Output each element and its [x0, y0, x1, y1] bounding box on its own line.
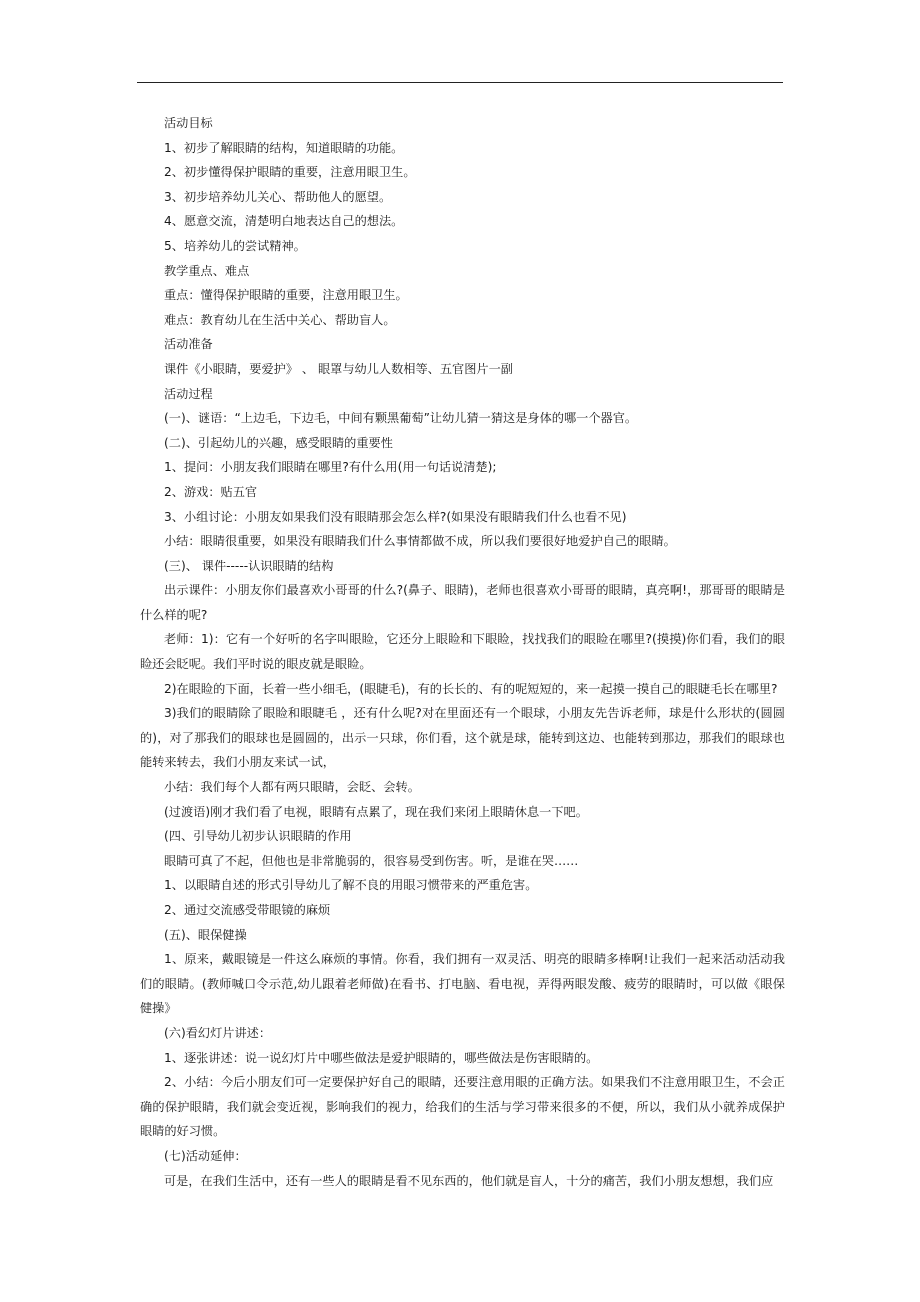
paragraph-self-narration: 1、以眼睛自述的形式引导幼儿了解不良的用眼习惯带来的严重危害。 — [164, 878, 538, 893]
process-step: (二)、引起幼儿的兴趣，感受眼睛的重要性 — [164, 435, 393, 450]
section-heading-focus: 教学重点、难点 — [164, 263, 250, 278]
goal-item: 5、培养幼儿的尝试精神。 — [164, 238, 306, 253]
paragraph-slides: 1、逐张讲述：说一说幻灯片中哪些做法是爱护眼睛的，哪些做法是伤害眼睛的。 — [164, 1050, 599, 1065]
paragraph-part-six: (六)看幻灯片讲述： — [164, 1025, 272, 1040]
paragraph-eyelid: 老师：1)：它有一个好听的名字叫眼睑，它还分上眼睑和下眼睑，找找我们的眼睑在哪里?(摸摸)你们看，我们的眼睑还会眨呢。我们平时说的眼皮就是眼睑。 — [140, 632, 785, 672]
paragraph-eye-exercise: 1、原来，戴眼镜是一件这么麻烦的事情。你看，我们拥有一双灵活、明亮的眼睛多棒啊!让我们一起来活动活动我们的眼睛。(教师喊口令示范,幼儿跟着老师做)在看书、打电脑、看电视，弄得两眼发酸、疲劳的眼睛时，可以做《眼保健操》 — [140, 952, 785, 1016]
section-heading-process: 活动过程 — [164, 386, 213, 401]
process-step: 2、游戏：贴五官 — [164, 484, 258, 499]
paragraph-part-five: (五)、眼保健操 — [164, 927, 247, 942]
document-body — [140, 111, 785, 1193]
paragraph-eyeball: 3)我们的眼睛除了眼睑和眼睫毛 ，还有什么呢?对在里面还有一个眼球，小朋友先告诉老师，球是什么形状的(圆圆的)，对了那我们的眼球也是圆圆的，出示一只球，你们看，这个就是球，能转到这边、也能转到那边，那我们的眼球也能转来转去，我们小朋友来试一试， — [140, 706, 785, 770]
section-heading-goals: 活动目标 — [164, 116, 213, 130]
goal-item: 3、初步培养幼儿关心、帮助他人的愿望。 — [164, 189, 392, 204]
paragraph-part-four: (四、引导幼儿初步认识眼睛的作用 — [164, 829, 352, 844]
process-step: 3、小组讨论：小朋友如果我们没有眼睛那会怎么样?(如果没有眼睛我们什么也看不见) — [164, 509, 627, 524]
process-step: (三)、 课件-----认识眼睛的结构 — [164, 558, 334, 573]
preparation-item: 课件《小眼睛，要爱护》 、 眼罩与幼儿人数相等、五官图片一副 — [164, 361, 513, 376]
paragraph-part-seven: (七)活动延伸： — [164, 1148, 247, 1163]
paragraph-summary: 小结：我们每个人都有两只眼睛，会眨、会转。 — [164, 780, 420, 795]
focus-item: 重点：懂得保护眼睛的重要，注意用眼卫生。 — [164, 288, 408, 303]
paragraph-summary-final: 2、小结：今后小朋友们可一定要保护好自己的眼睛，还要注意用眼的正确方法。如果我们不注意用眼卫生，不会正确的保护眼睛，我们就会变近视，影响我们的视力，给我们的生活与学习带来很多的不便，所以，我们从小就养成保护眼睛的好习惯。 — [140, 1075, 785, 1139]
goal-item: 1、初步了解眼睛的结构，知道眼睛的功能。 — [164, 140, 404, 155]
header-rule — [137, 82, 783, 83]
goal-item: 2、初步懂得保护眼睛的重要，注意用眼卫生。 — [164, 165, 416, 180]
difficulty-item: 难点：教育幼儿在生活中关心、帮助盲人。 — [164, 312, 396, 327]
paragraph-transition: (过渡语)刚才我们看了电视，眼睛有点累了，现在我们来闭上眼睛休息一下吧。 — [164, 804, 588, 819]
section-heading-preparation: 活动准备 — [164, 337, 213, 352]
paragraph-extension: 可是，在我们生活中，还有一些人的眼睛是看不见东西的，他们就是盲人，十分的痛苦，我们小朋友想想，我们应 — [164, 1173, 774, 1188]
paragraph-eyelashes: 2)在眼睑的下面，长着一些小细毛，(眼睫毛)，有的长长的、有的呢短短的，来一起摸一摸自己的眼睫毛长在哪里? — [164, 681, 778, 696]
process-step: (一)、谜语：“上边毛，下边毛，中间有颗黑葡萄”让幼儿猜一猜这是身体的哪一个器官。 — [164, 411, 638, 426]
paragraph-fragile: 眼睛可真了不起，但他也是非常脆弱的，很容易受到伤害。听，是谁在哭…… — [164, 853, 579, 868]
process-step: 1、提问：小朋友我们眼睛在哪里?有什么用(用一句话说清楚); — [164, 460, 497, 475]
goal-item: 4、愿意交流，清楚明白地表达自己的想法。 — [164, 214, 404, 229]
summary-text: 小结：眼睛很重要，如果没有眼睛我们什么事情都做不成，所以我们要很好地爱护自己的眼睛。 — [164, 534, 676, 549]
paragraph-glasses: 2、通过交流感受带眼镜的麻烦 — [164, 903, 331, 917]
paragraph-show-courseware: 出示课件：小朋友你们最喜欢小哥哥的什么?(鼻子、眼睛)，老师也很喜欢小哥哥的眼睛，真亮啊!，那哥哥的眼睛是什么样的呢? — [140, 583, 785, 622]
